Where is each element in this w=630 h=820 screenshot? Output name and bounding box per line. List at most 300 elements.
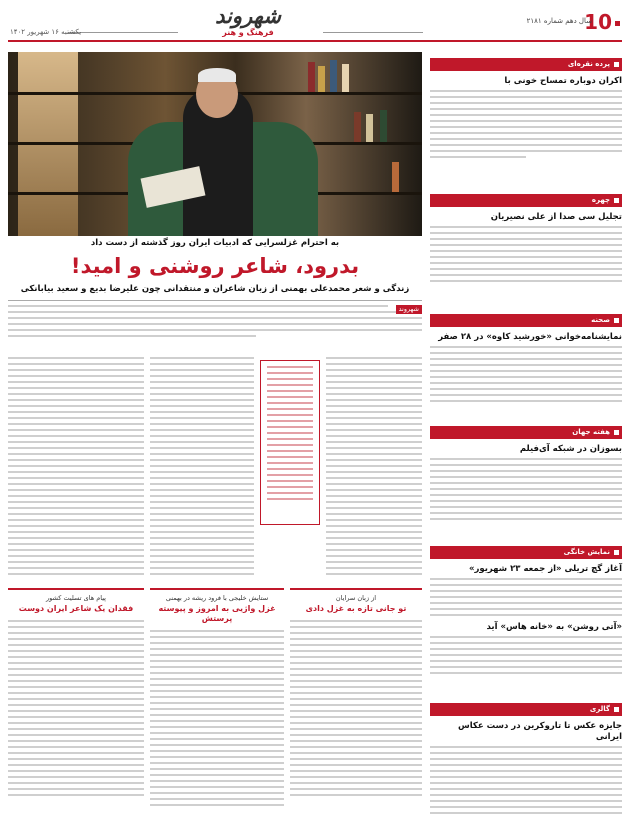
text-line	[8, 650, 144, 652]
text-line	[430, 400, 622, 402]
text-line	[150, 453, 254, 455]
sidebar-headline: تجلیل سی صدا از علی نصیریان	[490, 212, 622, 222]
text-line	[8, 329, 422, 331]
sidebar-headline: نمایشنامه‌خوانی «خورشید کاوه» در ۲۸ صفر	[438, 332, 622, 342]
sidebar-headline: اکران دوباره تمساح خونی با	[504, 76, 622, 86]
text-line	[8, 423, 144, 425]
text-line	[430, 596, 622, 598]
sub-article-kicker: ستایش خلیجی با فرود ریشه در بهمنی	[165, 594, 269, 602]
text-line	[150, 363, 254, 365]
text-line	[8, 644, 144, 646]
sidebar-section-gallery	[430, 703, 622, 818]
text-line	[326, 447, 422, 449]
sub-article-headline: فقدان یک شاعر ایران دوست	[18, 604, 134, 613]
text-line	[8, 393, 144, 395]
text-line	[290, 788, 422, 790]
text-line	[8, 543, 144, 545]
text-line	[8, 549, 144, 551]
text-line	[8, 770, 144, 772]
text-line	[8, 567, 144, 569]
text-line	[326, 399, 422, 401]
text-line	[430, 500, 622, 502]
text-line	[326, 369, 422, 371]
text-line	[430, 746, 622, 748]
square-icon	[615, 21, 620, 26]
text-line	[430, 132, 622, 134]
text-line	[8, 525, 144, 527]
text-line	[8, 740, 144, 742]
text-line	[150, 798, 284, 800]
book-spine	[392, 162, 399, 192]
text-line	[150, 405, 254, 407]
intro-paragraph	[8, 300, 422, 350]
text-line	[8, 794, 144, 796]
sub-article-3	[290, 588, 422, 813]
text-line	[267, 420, 313, 422]
text-line	[430, 488, 622, 490]
text-line	[8, 435, 144, 437]
text-line	[290, 752, 422, 754]
section-bar: نمایش خانگی	[430, 546, 622, 559]
text-line	[430, 506, 622, 508]
text-line	[150, 513, 254, 515]
text-line	[430, 102, 622, 104]
text-line	[150, 702, 284, 704]
text-line	[430, 482, 622, 484]
text-line	[430, 660, 622, 662]
text-line	[8, 317, 422, 319]
text-line	[8, 519, 144, 521]
text-line	[430, 352, 622, 354]
text-line	[267, 408, 313, 410]
text-line	[290, 770, 422, 772]
text-line	[150, 774, 284, 776]
text-line	[8, 489, 144, 491]
text-line	[430, 268, 622, 270]
text-line	[267, 414, 313, 416]
source-tag: شهروند	[396, 305, 422, 314]
text-line	[267, 480, 313, 482]
text-line	[430, 666, 622, 668]
text-line	[150, 429, 254, 431]
text-line	[290, 758, 422, 760]
text-line	[150, 672, 284, 674]
text-line	[267, 450, 313, 452]
text-line	[430, 232, 622, 234]
text-line	[430, 150, 622, 152]
text-line	[326, 387, 422, 389]
text-line	[150, 483, 254, 485]
section-bar: هفته جهان	[430, 426, 622, 439]
text-line	[150, 684, 284, 686]
text-line	[430, 388, 622, 390]
text-line	[430, 590, 622, 592]
text-line	[8, 483, 144, 485]
text-line	[150, 792, 284, 794]
text-line	[8, 465, 144, 467]
masthead-logo: شهروند	[215, 3, 281, 28]
sidebar-headline: آغاز گچ تریلی «از جمعه ۲۳ شهریور»	[468, 564, 622, 574]
text-line	[8, 501, 144, 503]
text-line	[8, 495, 144, 497]
text-line	[267, 366, 313, 368]
header-rule-left	[68, 32, 178, 33]
text-line	[150, 660, 284, 662]
sidebar-section-screen	[430, 58, 622, 162]
pull-quote-box	[260, 360, 320, 525]
text-line	[430, 800, 622, 802]
issue-date: یکشنبه ۱۶ شهریور ۱۴۰۲	[10, 28, 82, 36]
text-line	[150, 375, 254, 377]
text-line	[430, 250, 622, 252]
text-line	[430, 812, 622, 814]
sidebar-section-face	[430, 194, 622, 286]
text-line	[430, 156, 526, 158]
text-line	[326, 531, 422, 533]
text-line	[326, 543, 422, 545]
text-line	[290, 692, 422, 694]
text-line	[150, 690, 284, 692]
text-line	[150, 756, 284, 758]
text-line	[290, 674, 422, 676]
text-line	[430, 244, 622, 246]
text-line	[430, 788, 622, 790]
text-line	[8, 459, 144, 461]
text-line	[8, 375, 144, 377]
text-line	[150, 630, 284, 632]
text-line	[290, 782, 422, 784]
text-line	[150, 387, 254, 389]
text-line	[150, 732, 284, 734]
masthead-section: فرهنگ و هنر	[222, 28, 274, 37]
text-line	[430, 90, 622, 92]
text-line	[326, 501, 422, 503]
text-line	[430, 578, 622, 580]
text-line	[8, 722, 144, 724]
text-line	[430, 584, 622, 586]
person-hair	[198, 68, 236, 82]
text-line	[326, 453, 422, 455]
text-line	[430, 752, 622, 754]
text-line	[267, 456, 313, 458]
text-line	[150, 489, 254, 491]
text-line	[267, 438, 313, 440]
text-line	[290, 632, 422, 634]
main-subtitle: زندگی و شعر محمدعلی بهمنی از زبان شاعران و منتقدانی چون علیرضا بدیع و سعید بیابانکی	[20, 284, 410, 294]
text-line	[430, 464, 622, 466]
text-line	[8, 573, 144, 575]
text-line	[8, 704, 144, 706]
text-line	[267, 432, 313, 434]
text-line	[8, 764, 144, 766]
text-line	[150, 411, 254, 413]
text-line	[326, 423, 422, 425]
text-line	[430, 476, 622, 478]
text-line	[326, 483, 422, 485]
text-line	[150, 642, 284, 644]
issue-info: سال دهم شماره ۲۱۸۱	[526, 17, 592, 25]
text-line	[8, 746, 144, 748]
masthead	[183, 4, 313, 38]
text-line	[150, 762, 284, 764]
text-line	[267, 402, 313, 404]
text-line	[267, 444, 313, 446]
text-line	[430, 518, 622, 520]
text-line	[326, 405, 422, 407]
text-line	[326, 549, 422, 551]
text-line	[267, 396, 313, 398]
text-line	[150, 714, 284, 716]
text-line	[290, 734, 422, 736]
header-rule-right	[323, 32, 423, 33]
text-line	[150, 495, 254, 497]
text-line	[290, 722, 422, 724]
text-line	[430, 794, 622, 796]
text-line	[290, 716, 422, 718]
text-line	[150, 696, 284, 698]
text-line	[150, 477, 254, 479]
book-spine	[330, 60, 337, 92]
body-column-2	[150, 357, 254, 579]
body-column-3	[8, 357, 144, 579]
sub-article-1	[8, 588, 144, 813]
text-line	[150, 786, 284, 788]
page-header	[8, 4, 622, 42]
text-line	[150, 543, 254, 545]
text-line	[430, 758, 622, 760]
text-line	[430, 614, 622, 616]
text-line	[430, 144, 622, 146]
text-line	[430, 120, 622, 122]
text-line	[290, 680, 422, 682]
text-line	[150, 648, 284, 650]
text-line	[8, 335, 256, 337]
text-line	[8, 710, 144, 712]
main-photo	[8, 52, 422, 236]
text-line	[430, 114, 622, 116]
section-bar: صحنه	[430, 314, 622, 327]
text-line	[430, 126, 622, 128]
text-line	[430, 512, 622, 514]
text-line	[150, 357, 254, 359]
text-line	[326, 417, 422, 419]
news-sidebar	[430, 58, 622, 813]
text-line	[430, 494, 622, 496]
text-line	[8, 776, 144, 778]
text-line	[150, 507, 254, 509]
text-line	[8, 531, 144, 533]
text-line	[430, 280, 622, 282]
book-spine	[318, 66, 325, 92]
text-line	[150, 750, 284, 752]
text-line	[326, 459, 422, 461]
text-line	[8, 758, 144, 760]
text-line	[150, 381, 254, 383]
text-line	[8, 311, 422, 313]
text-line	[430, 776, 622, 778]
text-line	[150, 573, 254, 575]
main-title: بدرود، شاعر روشنی و امید!	[70, 254, 360, 278]
text-line	[326, 357, 422, 359]
text-line	[8, 632, 144, 634]
sidebar-headline: «آتی روشن» به «خانه هاس» آید	[486, 622, 622, 632]
text-line	[430, 672, 622, 674]
section-bar: گالری	[430, 703, 622, 716]
book-spine	[380, 110, 387, 142]
text-line	[8, 638, 144, 640]
text-line	[430, 764, 622, 766]
text-line	[150, 654, 284, 656]
text-line	[430, 602, 622, 604]
text-line	[290, 656, 422, 658]
sub-article-2	[150, 588, 284, 813]
text-line	[267, 486, 313, 488]
text-line	[290, 776, 422, 778]
text-line	[326, 537, 422, 539]
text-line	[8, 537, 144, 539]
text-line	[326, 375, 422, 377]
text-line	[290, 644, 422, 646]
text-line	[326, 495, 422, 497]
sub-article-kicker: از زبان سرایان	[335, 594, 377, 602]
text-line	[267, 390, 313, 392]
text-line	[8, 513, 144, 515]
text-line	[8, 692, 144, 694]
text-line	[290, 668, 422, 670]
text-line	[8, 405, 144, 407]
text-line	[430, 256, 622, 258]
section-bar: پرده نقره‌ای	[430, 58, 622, 71]
text-line	[150, 459, 254, 461]
text-line	[430, 346, 622, 348]
text-line	[8, 656, 144, 658]
text-line	[150, 525, 254, 527]
text-line	[290, 686, 422, 688]
sidebar-section-home	[430, 546, 622, 678]
text-line	[430, 376, 622, 378]
text-line	[150, 519, 254, 521]
text-line	[150, 636, 284, 638]
text-line	[267, 492, 313, 494]
text-line	[8, 668, 144, 670]
text-line	[430, 226, 622, 228]
text-line	[150, 666, 284, 668]
text-line	[8, 674, 144, 676]
text-line	[290, 620, 422, 622]
text-line	[290, 662, 422, 664]
body-column-1	[326, 357, 422, 579]
text-line	[150, 678, 284, 680]
text-line	[290, 704, 422, 706]
text-line	[326, 561, 422, 563]
text-line	[326, 507, 422, 509]
text-line	[8, 417, 144, 419]
text-line	[290, 740, 422, 742]
text-line	[290, 746, 422, 748]
text-line	[8, 429, 144, 431]
sidebar-headline: جایزه عکس تا تاروکرین در دست عکاس ایرانی	[458, 721, 622, 742]
text-line	[8, 555, 144, 557]
text-line	[326, 525, 422, 527]
text-line	[326, 381, 422, 383]
text-line	[290, 728, 422, 730]
text-line	[267, 426, 313, 428]
text-line	[8, 381, 144, 383]
text-line	[290, 650, 422, 652]
text-line	[8, 561, 144, 563]
text-line	[8, 620, 144, 622]
text-line	[150, 726, 284, 728]
text-line	[150, 720, 284, 722]
text-line	[430, 364, 622, 366]
page-number-text: 10	[584, 10, 612, 34]
text-line	[8, 453, 144, 455]
text-line	[8, 788, 144, 790]
text-line	[8, 752, 144, 754]
text-line	[267, 384, 313, 386]
text-line	[267, 462, 313, 464]
text-line	[326, 489, 422, 491]
text-line	[150, 465, 254, 467]
book-spine	[366, 114, 373, 142]
text-line	[430, 458, 622, 460]
sidebar-headline: بسوزان در شبکه آی‌فیلم	[519, 444, 622, 454]
text-line	[150, 561, 254, 563]
text-line	[8, 363, 144, 365]
text-line	[150, 501, 254, 503]
text-line	[8, 686, 144, 688]
text-line	[430, 238, 622, 240]
text-line	[267, 474, 313, 476]
text-line	[8, 357, 144, 359]
text-line	[430, 262, 622, 264]
text-line	[8, 305, 388, 307]
text-line	[430, 770, 622, 772]
text-line	[430, 394, 622, 396]
text-line	[326, 471, 422, 473]
text-line	[326, 435, 422, 437]
book-spine	[354, 112, 361, 142]
text-line	[8, 387, 144, 389]
text-line	[267, 498, 313, 500]
text-line	[326, 465, 422, 467]
text-line	[430, 782, 622, 784]
text-line	[326, 411, 422, 413]
text-line	[430, 608, 622, 610]
text-line	[150, 423, 254, 425]
sidebar-section-stage	[430, 314, 622, 406]
text-line	[430, 642, 622, 644]
text-line	[150, 399, 254, 401]
text-line	[150, 768, 284, 770]
text-line	[290, 794, 422, 796]
text-line	[290, 698, 422, 700]
sub-article-headline: غزل واژیی به امروز و پیوسته پرستش	[158, 604, 276, 623]
text-line	[150, 780, 284, 782]
text-line	[8, 477, 144, 479]
text-line	[326, 573, 422, 575]
text-line	[8, 782, 144, 784]
text-line	[290, 638, 422, 640]
text-line	[267, 468, 313, 470]
text-line	[8, 680, 144, 682]
text-line	[8, 626, 144, 628]
text-line	[150, 471, 254, 473]
text-line	[150, 537, 254, 539]
text-line	[326, 363, 422, 365]
sidebar-section-world	[430, 426, 622, 524]
text-line	[290, 764, 422, 766]
